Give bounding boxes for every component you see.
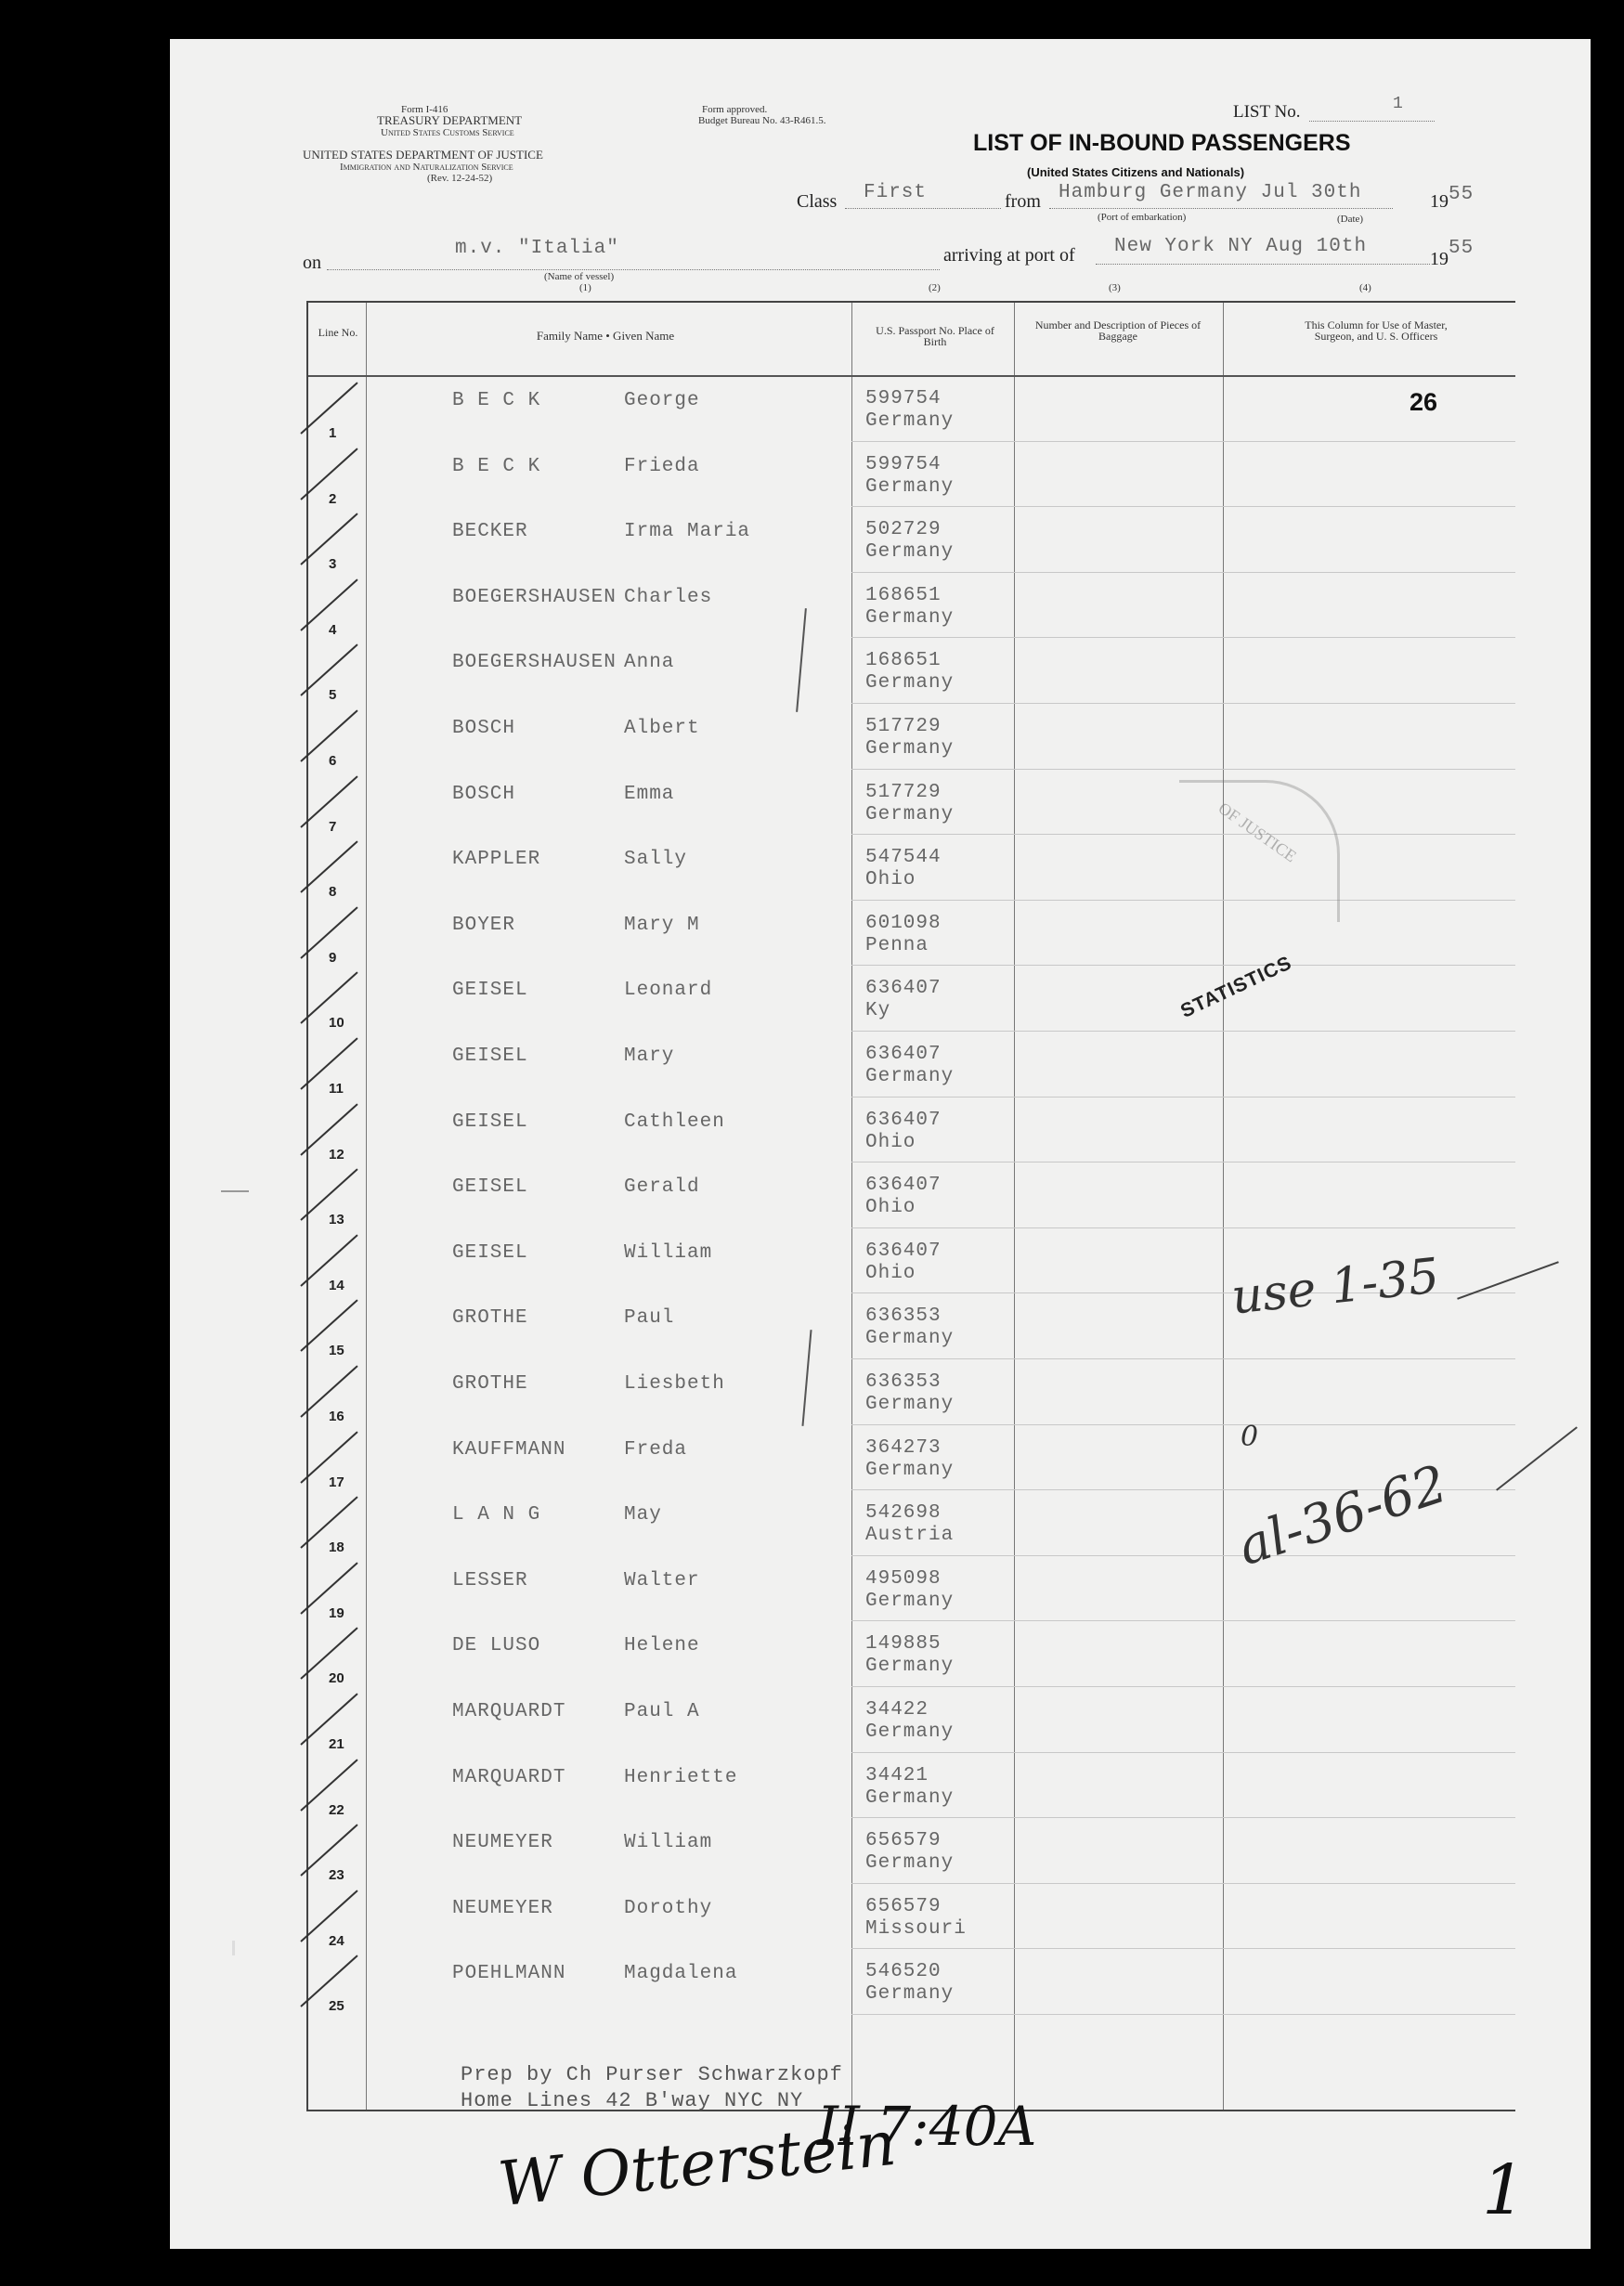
passport-number: 502729: [865, 519, 942, 541]
line-number: 10: [329, 1015, 344, 1032]
passport-number: 636407: [865, 1109, 942, 1131]
passport-cell: [865, 1240, 942, 1285]
list-number: 1: [1393, 95, 1404, 113]
line-number: 12: [329, 1146, 344, 1162]
passport-cell: [865, 716, 954, 760]
given-name: Gerald: [624, 1176, 700, 1199]
place-of-birth: Germany: [865, 410, 955, 432]
given-name: Helene: [624, 1635, 700, 1657]
passport-number: 495098: [865, 1567, 942, 1590]
passport-cell: [865, 519, 954, 564]
document-subtitle: (United States Citizens and Nationals): [1027, 165, 1245, 179]
passport-number: 636407: [865, 1175, 942, 1197]
date-caption: (Date): [1337, 214, 1364, 225]
passport-cell: [865, 1568, 954, 1613]
passport-cell: [865, 1830, 954, 1875]
place-of-birth: Germany: [865, 606, 955, 629]
line-number: 18: [329, 1539, 344, 1556]
margin-dash: [221, 1190, 249, 1192]
passport-cell: [865, 1961, 954, 2006]
place-of-birth: Ohio: [865, 1197, 916, 1219]
line-number: 25: [329, 1998, 344, 2015]
vessel-name: m.v. "Italia": [455, 238, 619, 259]
passport-cell: [865, 978, 942, 1022]
family-name: KAUFFMANN: [452, 1438, 566, 1461]
header-baggage: Number and Description of Pieces of Baggage: [1034, 318, 1202, 343]
col-index-1: (1): [579, 282, 591, 293]
form-approved: Form approved.: [702, 104, 768, 115]
line-number: 16: [329, 1409, 344, 1424]
family-name: GROTHE: [452, 1307, 528, 1330]
line-number: 5: [329, 687, 337, 704]
place-of-birth: Ohio: [865, 869, 916, 891]
col-index-4: (4): [1359, 282, 1371, 293]
given-name: Emma: [624, 783, 675, 805]
place-of-birth: Ohio: [865, 1262, 916, 1284]
header-line-no: Line No.: [318, 326, 358, 339]
place-of-birth: Germany: [865, 1656, 955, 1678]
line-number: 1: [329, 425, 337, 441]
place-of-birth: Germany: [865, 1394, 955, 1415]
family-name: GEISEL: [452, 1241, 528, 1264]
line-number: 2: [329, 490, 337, 507]
arrival-value: New York NY Aug 10th: [1114, 236, 1368, 257]
place-of-birth: Germany: [865, 1066, 955, 1087]
vessel-caption: (Name of vessel): [544, 271, 615, 282]
arrival-year: 55: [1449, 238, 1475, 259]
family-name: MARQUARDT: [452, 1701, 566, 1722]
given-name: William: [624, 1241, 713, 1264]
table-row: [308, 375, 1515, 441]
family-name: MARQUARDT: [452, 1766, 566, 1788]
table-row: [308, 506, 1515, 572]
passport-cell: [865, 1699, 954, 1744]
given-name: Frieda: [624, 455, 700, 477]
passport-cell: [865, 913, 942, 957]
passport-number: 168651: [865, 584, 942, 606]
justice-stamp: [1179, 780, 1340, 922]
prep-line-1: Prep by Ch Purser Schwarzkopf: [461, 2063, 843, 2086]
given-name: May: [624, 1504, 662, 1526]
passport-number: 517729: [865, 716, 942, 737]
on-label: on: [303, 253, 321, 273]
table-row: [308, 1752, 1515, 1818]
place-of-birth: Germany: [865, 803, 955, 825]
statistics-stamp: STATISTICS: [1177, 952, 1295, 1022]
place-of-birth: Germany: [865, 1459, 955, 1481]
port-embarkation-caption: (Port of embarkation): [1098, 212, 1187, 223]
family-name: GROTHE: [452, 1373, 528, 1395]
col-index-3: (3): [1109, 282, 1121, 293]
given-name: Anna: [624, 652, 675, 674]
given-name: Paul: [624, 1307, 675, 1330]
line-number: 11: [329, 1081, 344, 1097]
passport-cell: [865, 1502, 954, 1547]
handwritten-range-note: al-36-62: [1230, 1453, 1455, 1578]
line-number: 9: [329, 949, 337, 966]
inspector-signature: W Otterstein: [495, 2107, 900, 2221]
table-row: [308, 1817, 1515, 1883]
year-prefix: 19: [1430, 191, 1449, 212]
given-name: Paul A: [624, 1701, 700, 1722]
passport-cell: [865, 1765, 954, 1810]
place-of-birth: Penna: [865, 934, 929, 956]
table-row: [308, 1620, 1515, 1686]
embarkation-value: Hamburg Germany Jul 30th: [1059, 182, 1362, 203]
line-number: 8: [329, 884, 337, 901]
passport-cell: [865, 650, 954, 695]
family-name: BOEGERSHAUSEN: [452, 586, 617, 608]
document-title: LIST OF IN-BOUND PASSENGERS: [973, 130, 1351, 156]
passport-cell: [865, 1044, 954, 1088]
table-row: [308, 1424, 1515, 1490]
family-name: BOEGERSHAUSEN: [452, 652, 617, 674]
line-number: 24: [329, 1932, 344, 1949]
passport-number: 636407: [865, 1044, 942, 1065]
embark-year: 55: [1449, 184, 1475, 205]
place-of-birth: Germany: [865, 1983, 955, 2006]
family-name: BECKER: [452, 521, 528, 543]
treasury-dept: TREASURY DEPARTMENT: [377, 113, 523, 127]
place-of-birth: Germany: [865, 1328, 955, 1350]
line-number: 23: [329, 1867, 344, 1884]
table-row: [308, 1162, 1515, 1227]
justice-dept: UNITED STATES DEPARTMENT OF JUSTICE: [303, 148, 543, 162]
passport-number: 547544: [865, 847, 942, 869]
given-name: Liesbeth: [624, 1373, 725, 1395]
given-name: Mary M: [624, 914, 700, 936]
passport-cell: [865, 1305, 954, 1350]
given-name: William: [624, 1832, 713, 1854]
given-name: Irma Maria: [624, 521, 751, 543]
arrival-year-prefix: 19: [1430, 249, 1449, 269]
given-name: Mary: [624, 1046, 675, 1067]
passport-number: 168651: [865, 650, 942, 672]
family-name: B E C K: [452, 455, 541, 477]
place-of-birth: Germany: [865, 1721, 955, 1743]
passport-cell: [865, 388, 954, 433]
given-name: Magdalena: [624, 1963, 738, 1985]
given-name: Albert: [624, 718, 700, 739]
passport-number: 149885: [865, 1633, 942, 1656]
place-of-birth: Germany: [865, 541, 955, 564]
page-number: 26: [1410, 388, 1438, 416]
family-name: NEUMEYER: [452, 1832, 553, 1854]
header-officers: This Column for Use of Master, Surgeon, and U. S. Officers: [1305, 318, 1448, 343]
table-row: [308, 1686, 1515, 1752]
budget-bureau: Budget Bureau No. 43-R461.5.: [698, 115, 826, 126]
line-number: 13: [329, 1212, 344, 1228]
family-name: L A N G: [452, 1504, 541, 1526]
table-row: [308, 1948, 1515, 2014]
family-name: GEISEL: [452, 980, 528, 1002]
place-of-birth: Germany: [865, 738, 955, 760]
passport-cell: [865, 1175, 942, 1219]
given-name: Charles: [624, 586, 713, 608]
family-name: B E C K: [452, 390, 541, 411]
passport-number: 656579: [865, 1895, 942, 1917]
passport-number: 34421: [865, 1764, 929, 1786]
line-number: 4: [329, 621, 337, 638]
signature-code: II 7:40A: [817, 2095, 1037, 2158]
passport-number: 364273: [865, 1436, 942, 1459]
handwritten-use-note: use 1-35: [1228, 1248, 1442, 1326]
line-number: 3: [329, 556, 337, 573]
line-number: 19: [329, 1604, 344, 1621]
arriving-label: arriving at port of: [943, 245, 1075, 266]
passport-cell: [865, 1633, 954, 1678]
given-name: Dorothy: [624, 1897, 713, 1919]
class-label: Class: [797, 191, 838, 212]
family-name: BOYER: [452, 914, 516, 936]
family-name: NEUMEYER: [452, 1897, 553, 1919]
corner-mark: 1: [1482, 2150, 1527, 2230]
passport-number: 601098: [865, 912, 942, 934]
passport-number: 517729: [865, 781, 942, 803]
header-passport: U.S. Passport No. Place of Birth: [876, 324, 994, 348]
form-revision: (Rev. 12-24-52): [427, 173, 493, 184]
passport-number: 34422: [865, 1699, 929, 1721]
place-of-birth: Germany: [865, 672, 955, 695]
given-name: Leonard: [624, 980, 713, 1002]
passenger-table: [306, 301, 1515, 2111]
passport-cell: [865, 1437, 954, 1482]
table-row: [308, 965, 1515, 1031]
class-value: First: [864, 182, 928, 203]
place-of-birth: Ky: [865, 1000, 891, 1022]
line-number: 21: [329, 1736, 344, 1752]
family-name: BOSCH: [452, 718, 516, 739]
line-number: 22: [329, 1801, 344, 1818]
place-of-birth: Germany: [865, 475, 955, 498]
line-number: 15: [329, 1343, 344, 1359]
table-row: [308, 1555, 1515, 1621]
passport-cell: [865, 1110, 942, 1154]
family-name: GEISEL: [452, 1176, 528, 1199]
family-name: POEHLMANN: [452, 1963, 566, 1985]
table-row: [308, 703, 1515, 769]
passport-cell: [865, 1896, 967, 1941]
line-number: 14: [329, 1277, 344, 1293]
passport-cell: [865, 847, 942, 891]
line-number: 6: [329, 753, 337, 769]
line-number: 20: [329, 1670, 344, 1687]
given-name: Henriette: [624, 1766, 738, 1788]
header-name: Family Name • Given Name: [536, 329, 675, 343]
col-index-2: (2): [929, 282, 941, 293]
place-of-birth: Germany: [865, 1786, 955, 1809]
passport-number: 542698: [865, 1502, 942, 1525]
table-row: [308, 572, 1515, 638]
place-of-birth: Austria: [865, 1525, 955, 1547]
list-label: LIST No.: [1233, 102, 1301, 122]
table-row: [308, 769, 1515, 835]
line-number: 17: [329, 1474, 344, 1490]
family-name: LESSER: [452, 1569, 528, 1591]
passport-cell: [865, 454, 954, 499]
given-name: Cathleen: [624, 1111, 725, 1133]
place-of-birth: Germany: [865, 1852, 955, 1875]
prep-line-2: Home Lines 42 B'way NYC NY: [461, 2089, 804, 2112]
table-row: [308, 1097, 1515, 1162]
passport-number: 546520: [865, 1961, 942, 1983]
passport-number: 656579: [865, 1830, 942, 1852]
from-label: from: [1005, 191, 1041, 212]
table-row: [308, 1883, 1515, 1949]
passport-number: 636353: [865, 1305, 942, 1328]
table-row: [308, 441, 1515, 507]
passport-cell: [865, 1371, 954, 1416]
place-of-birth: Ohio: [865, 1131, 916, 1153]
passport-number: 599754: [865, 453, 942, 475]
handwritten-zero: 0: [1241, 1421, 1259, 1453]
ins-service: Immigration and Naturalization Service: [340, 162, 513, 173]
family-name: BOSCH: [452, 783, 516, 805]
justice-stamp-text: OF JUSTICE: [1215, 799, 1300, 866]
family-name: DE LUSO: [452, 1635, 541, 1657]
margin-dash: [232, 1941, 235, 1955]
given-name: Sally: [624, 849, 688, 871]
family-name: KAPPLER: [452, 849, 541, 871]
passport-number: 636407: [865, 1240, 942, 1262]
line-number: 7: [329, 818, 337, 835]
passport-cell: [865, 782, 954, 826]
table-row: [308, 1358, 1515, 1424]
passport-number: 636407: [865, 978, 942, 1000]
given-name: Freda: [624, 1438, 688, 1461]
family-name: GEISEL: [452, 1111, 528, 1133]
passport-number: 599754: [865, 388, 942, 409]
family-name: GEISEL: [452, 1046, 528, 1067]
form-number: Form I-416: [401, 104, 448, 115]
passport-number: 636353: [865, 1371, 942, 1393]
customs-service: United States Customs Service: [381, 127, 514, 138]
table-row: [308, 1031, 1515, 1097]
given-name: Walter: [624, 1569, 700, 1591]
passport-cell: [865, 585, 954, 630]
place-of-birth: Missouri: [865, 1917, 967, 1940]
given-name: George: [624, 390, 700, 411]
table-row: [308, 637, 1515, 703]
place-of-birth: Germany: [865, 1590, 955, 1612]
